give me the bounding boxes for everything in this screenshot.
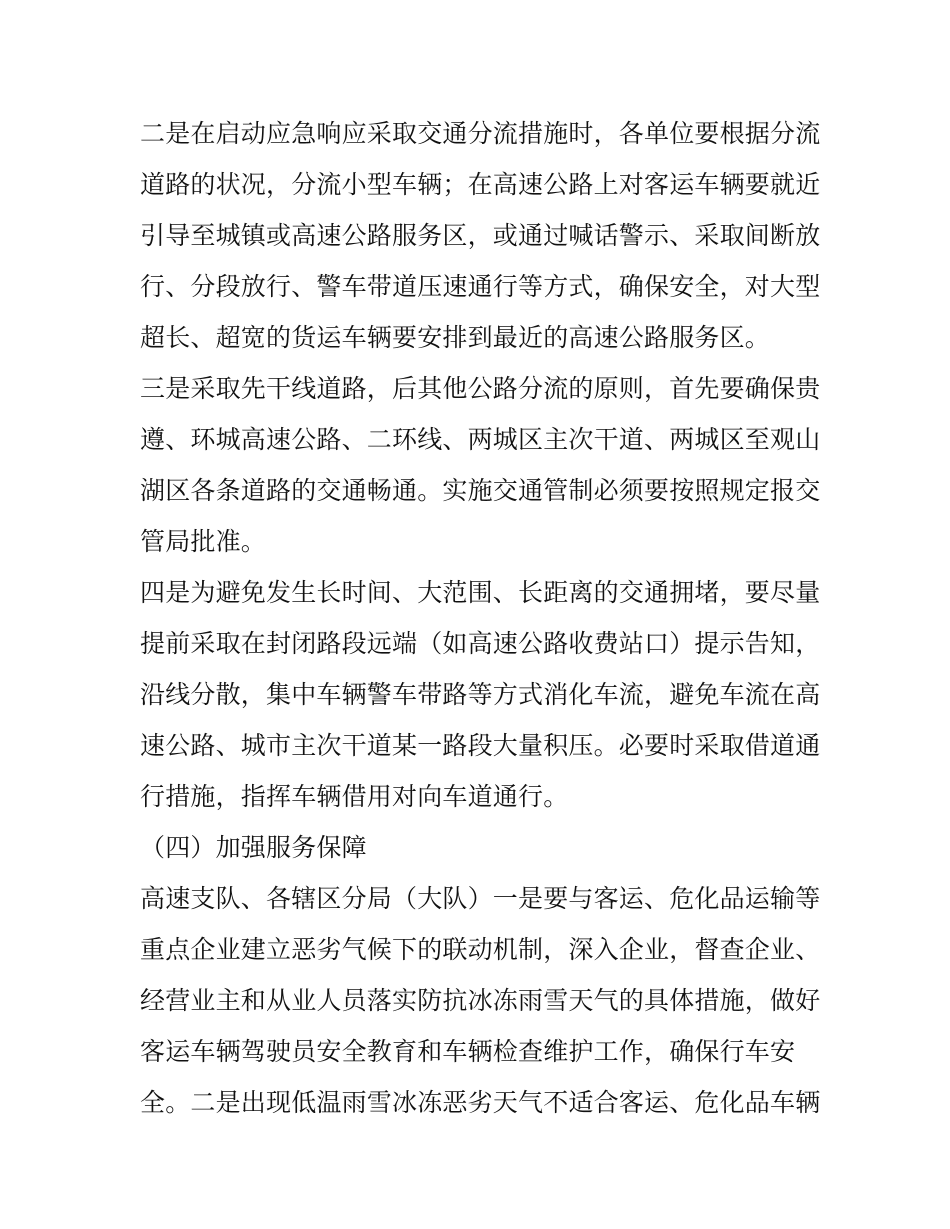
text-line: 行、分段放行、警车带道压速通行等方式，确保安全，对大型	[140, 272, 821, 301]
text-line: 二是在启动应急响应采取交通分流措施时，各单位要根据分流	[140, 119, 821, 148]
text-line: 引导至城镇或高速公路服务区，或通过喊话警示、采取间断放	[140, 221, 821, 250]
text-line: 高速支队、各辖区分局（大队）一是要与客运、危化品运输等	[140, 884, 821, 913]
text-line: 重点企业建立恶劣气候下的联动机制，深入企业，督查企业、	[140, 935, 821, 964]
text-line: 速公路、城市主次干道某一路段大量积压。必要时采取借道通	[140, 731, 821, 760]
text-line: 超长、超宽的货运车辆要安排到最近的高速公路服务区。	[140, 323, 771, 352]
text-line: 全。二是出现低温雨雪冰冻恶劣天气不适合客运、危化品车辆	[140, 1088, 821, 1117]
text-line: 客运车辆驾驶员安全教育和车辆检查维护工作，确保行车安	[140, 1037, 796, 1066]
text-line: 三是采取先干线道路，后其他公路分流的原则，首先要确保贵	[140, 374, 821, 403]
section-heading: （四）加强服务保障	[140, 833, 367, 862]
text-line: 管局批准。	[140, 527, 267, 556]
text-line: 行措施，指挥车辆借用对向车道通行。	[140, 782, 569, 811]
text-line: 沿线分散，集中车辆警车带路等方式消化车流，避免车流在高	[140, 680, 821, 709]
text-line: 遵、环城高速公路、二环线、两城区主次干道、两城区至观山	[140, 425, 821, 454]
text-line: 道路的状况，分流小型车辆；在高速公路上对客运车辆要就近	[140, 170, 821, 199]
text-line: 湖区各条道路的交通畅通。实施交通管制必须要按照规定报交	[140, 476, 821, 505]
document-body	[140, 108, 821, 1128]
text-line: 提前采取在封闭路段远端（如高速公路收费站口）提示告知，	[140, 629, 821, 658]
text-line: 四是为避免发生长时间、大范围、长距离的交通拥堵，要尽量	[140, 578, 821, 607]
text-line: 经营业主和从业人员落实防抗冰冻雨雪天气的具体措施，做好	[140, 986, 821, 1015]
